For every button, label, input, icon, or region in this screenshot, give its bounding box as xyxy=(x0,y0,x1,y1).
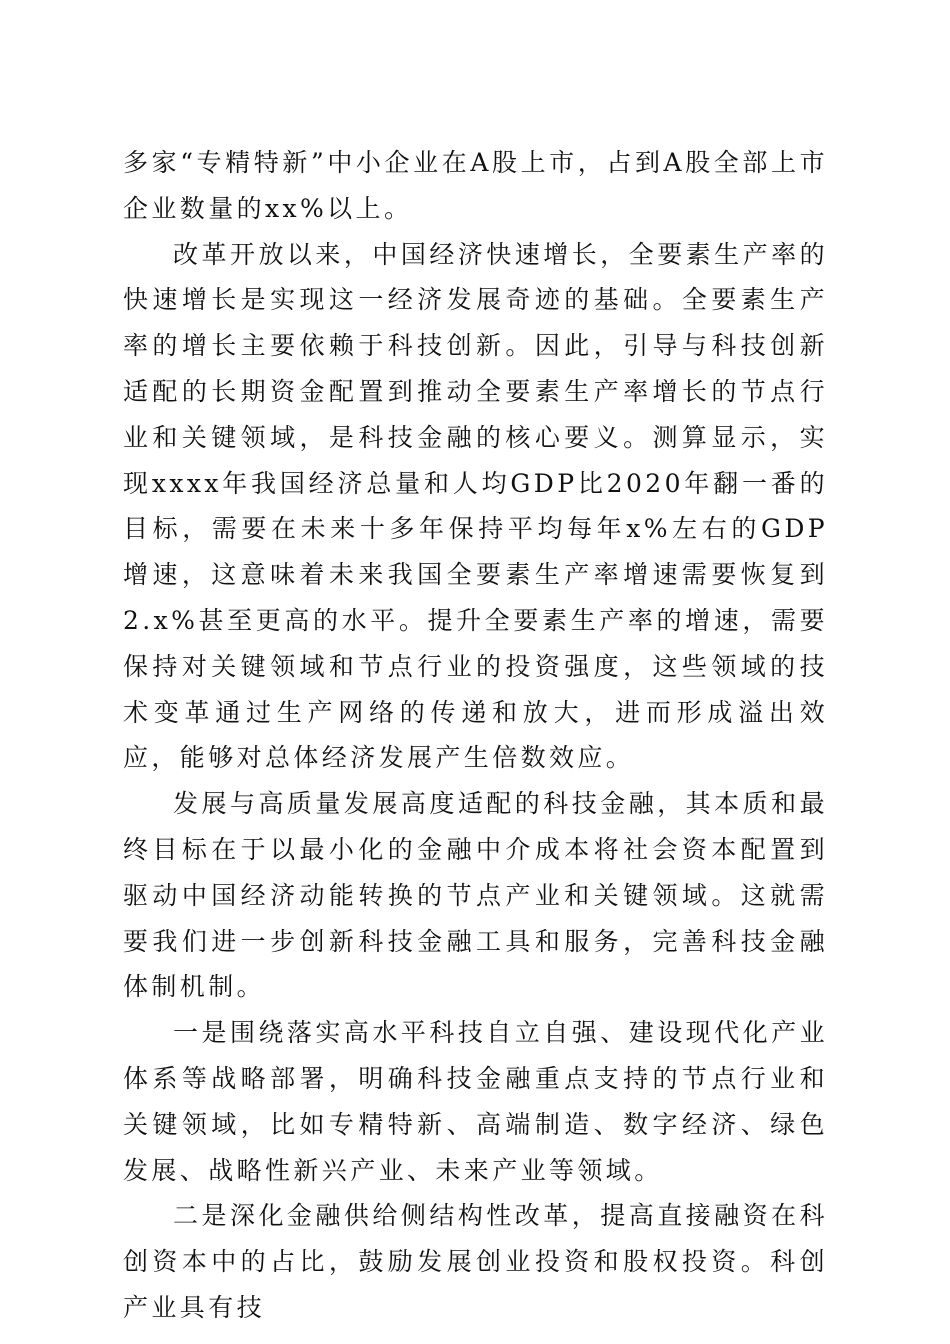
paragraph-3: 发展与高质量发展高度适配的科技金融，其本质和最终目标在于以最小化的金融中介成本将社会资本配置到驱动中国经济动能转换的节点产业和关键领域。这就需要我们进一步创新科技金融工具和服务，完善科技金融体制机制。 xyxy=(123,789,828,1002)
document-body xyxy=(123,140,828,1331)
paragraph-2: 改革开放以来，中国经济快速增长，全要素生产率的快速增长是实现这一经济发展奇迹的基础。全要素生产率的增长主要依赖于科技创新。因此，引导与科技创新适配的长期资金配置到推动全要素生产率增长的节点行业和关键领域，是科技金融的核心要义。测算显示，实现xxxx年我国经济总量和人均GDP比2020年翻一番的目标，需要在未来十多年保持平均每年x%左右的GDP增速，这意味着未来我国全要素生产率增速需要恢复到2.x%甚至更高的水平。提升全要素生产率的增速，需要保持对关键领域和节点行业的投资强度，这些领域的技术变革通过生产网络的传递和放大，进而形成溢出效应，能够对总体经济发展产生倍数效应。 xyxy=(123,239,828,773)
paragraph-1: 多家“专精特新”中小企业在A股上市，占到A股全部上市企业数量的xx%以上。 xyxy=(123,148,828,223)
paragraph-5: 二是深化金融供给侧结构性改革，提高直接融资在科创资本中的占比，鼓励发展创业投资和股权投资。科创产业具有技 xyxy=(123,1201,828,1322)
paragraph-4: 一是围绕落实高水平科技自立自强、建设现代化产业体系等战略部署，明确科技金融重点支持的节点行业和关键领域，比如专精特新、高端制造、数字经济、绿色发展、战略性新兴产业、未来产业等领域。 xyxy=(123,1018,828,1185)
